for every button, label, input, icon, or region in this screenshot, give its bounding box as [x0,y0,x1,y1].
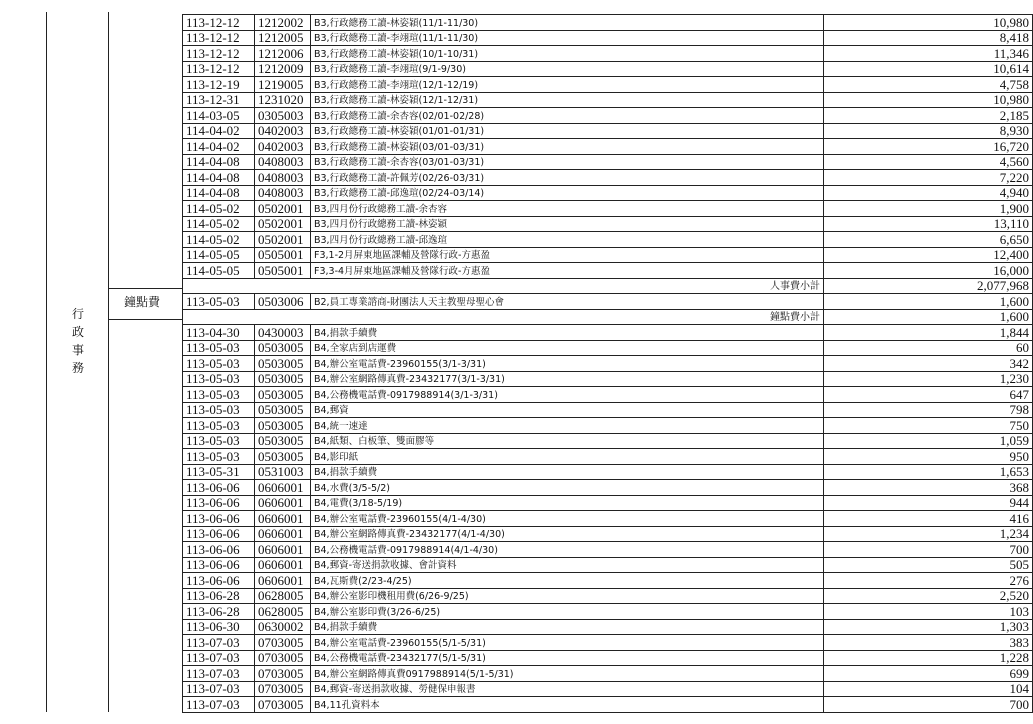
date-cell: 113-07-03 [183,635,255,651]
table-row [183,108,1033,124]
date-cell: 113-12-12 [183,46,255,62]
amount-cell: 103 [824,604,1033,620]
voucher-code-cell: 0606001 [255,480,311,496]
table-row [183,216,1033,232]
voucher-code-cell: 0505001 [255,247,311,263]
description-cell: B4,郵資-寄送捐款收據、勞健保申報書 [311,681,824,697]
table-row [183,542,1033,558]
voucher-code-cell: 0606001 [255,557,311,573]
voucher-code-cell: 0503005 [255,433,311,449]
amount-cell: 2,520 [824,588,1033,604]
voucher-code-cell: 1219005 [255,77,311,93]
description-cell: F3,1-2月屏東地區課輔及營隊行政-方惠盈 [311,247,824,263]
voucher-code-cell: 0503005 [255,449,311,465]
voucher-code-cell: 0628005 [255,604,311,620]
date-cell: 113-05-31 [183,464,255,480]
date-cell: 113-06-06 [183,480,255,496]
table-row [183,61,1033,77]
date-cell: 113-12-12 [183,30,255,46]
voucher-code-cell: 0503005 [255,402,311,418]
amount-cell: 368 [824,480,1033,496]
voucher-code-cell: 0503005 [255,340,311,356]
description-cell: B3,行政總務工讀-林姿穎(12/1-12/31) [311,92,824,108]
voucher-code-cell: 0606001 [255,495,311,511]
table-row [183,433,1033,449]
voucher-code-cell: 0430003 [255,325,311,341]
voucher-code-cell: 0703005 [255,697,311,713]
table-row [183,464,1033,480]
description-cell: B4,捐款手續費 [311,464,824,480]
table-row [183,232,1033,248]
subcategory-label: 鐘點費 [124,295,161,309]
date-cell: 113-04-30 [183,325,255,341]
subcategory-top-border [108,288,182,289]
description-cell: B4,全家店到店運費 [311,340,824,356]
description-cell: F3,3-4月屏東地區課輔及營隊行政-方惠盈 [311,263,824,279]
amount-cell: 950 [824,449,1033,465]
description-cell: B3,行政總務工讀-林姿穎(03/01-03/31) [311,139,824,155]
table-row [183,139,1033,155]
description-cell: B4,辦公室電話費-23960155(5/1-5/31) [311,635,824,651]
voucher-code-cell: 0408003 [255,170,311,186]
voucher-code-cell: 0503006 [255,294,311,310]
voucher-code-cell: 0628005 [255,588,311,604]
date-cell: 113-06-28 [183,604,255,620]
amount-cell: 383 [824,635,1033,651]
category-char: 事 [71,343,84,357]
voucher-code-cell: 1231020 [255,92,311,108]
amount-cell: 1,653 [824,464,1033,480]
voucher-code-cell: 0703005 [255,681,311,697]
amount-cell: 505 [824,557,1033,573]
date-cell: 113-05-03 [183,340,255,356]
date-cell: 113-06-06 [183,557,255,573]
date-cell: 113-05-03 [183,371,255,387]
table-row [183,154,1033,170]
voucher-code-cell: 1212002 [255,15,311,31]
table-row [183,573,1033,589]
voucher-code-cell: 0505001 [255,263,311,279]
voucher-code-cell: 0502001 [255,232,311,248]
personnel-subtotal-row [183,278,1033,294]
description-cell: B4,辦公室影印機租用費(6/26-9/25) [311,588,824,604]
voucher-code-cell: 0606001 [255,542,311,558]
category-char: 行 [71,307,84,321]
category-char: 政 [71,325,84,339]
voucher-code-cell: 1212009 [255,61,311,77]
amount-cell: 11,346 [824,46,1033,62]
amount-cell: 416 [824,511,1033,527]
amount-cell: 4,560 [824,154,1033,170]
ledger-body [183,15,1033,713]
voucher-code-cell: 0606001 [255,511,311,527]
voucher-code-cell: 0703005 [255,635,311,651]
table-row [183,619,1033,635]
amount-cell: 10,980 [824,92,1033,108]
amount-cell: 8,930 [824,123,1033,139]
description-cell: B4,水費(3/5-5/2) [311,480,824,496]
table-row [183,681,1033,697]
description-cell: B4,辦公室電話費-23960155(4/1-4/30) [311,511,824,527]
date-cell: 113-06-30 [183,619,255,635]
date-cell: 113-06-06 [183,495,255,511]
description-cell: B3,行政總務工讀-李翊瑄(11/1-11/30) [311,30,824,46]
date-cell: 113-05-03 [183,387,255,403]
subtotal-amount: 1,600 [824,309,1033,325]
date-cell: 113-12-19 [183,77,255,93]
description-cell: B4,瓦斯費(2/23-4/25) [311,573,824,589]
date-cell: 113-06-06 [183,511,255,527]
description-cell: B4,11孔資料本 [311,697,824,713]
voucher-code-cell: 0630002 [255,619,311,635]
description-cell: B4,公務機電話費-0917988914(4/1-4/30) [311,542,824,558]
description-cell: B3,行政總務工讀-李翊瑄(9/1-9/30) [311,61,824,77]
description-cell: B3,四月份行政總務工讀-余杏容 [311,201,824,217]
voucher-code-cell: 1212005 [255,30,311,46]
voucher-code-cell: 0703005 [255,666,311,682]
description-cell: B3,行政總務工讀-許佩芳(02/26-03/31) [311,170,824,186]
date-cell: 113-06-28 [183,588,255,604]
subtotal-amount: 2,077,968 [824,278,1033,294]
table-row [183,371,1033,387]
table-row [183,697,1033,713]
date-cell: 113-05-03 [183,402,255,418]
amount-cell: 1,303 [824,619,1033,635]
description-cell: B4,捐款手續費 [311,325,824,341]
table-row [183,247,1033,263]
description-cell: B3,行政總務工讀-余杏容(02/01-02/28) [311,108,824,124]
date-cell: 114-04-08 [183,170,255,186]
date-cell: 113-12-12 [183,15,255,31]
voucher-code-cell: 0502001 [255,201,311,217]
date-cell: 114-04-08 [183,154,255,170]
amount-cell: 2,185 [824,108,1033,124]
description-cell: B4,捐款手續費 [311,619,824,635]
voucher-code-cell: 0503005 [255,356,311,372]
date-cell: 114-04-02 [183,139,255,155]
voucher-code-cell: 0606001 [255,573,311,589]
table-row [183,557,1033,573]
amount-cell: 1,600 [824,294,1033,310]
description-cell: B3,行政總務工讀-邱逸瑄(02/24-03/14) [311,185,824,201]
table-row [183,511,1033,527]
table-row [183,402,1033,418]
voucher-code-cell: 0503005 [255,418,311,434]
amount-cell: 16,000 [824,263,1033,279]
amount-cell: 6,650 [824,232,1033,248]
table-row [183,418,1033,434]
amount-cell: 1,844 [824,325,1033,341]
table-row [183,15,1033,31]
voucher-code-cell: 0531003 [255,464,311,480]
hourly-subtotal-row [183,309,1033,325]
subtotal-label: 人事費小計 [183,278,824,294]
date-cell: 114-05-05 [183,263,255,279]
table-row [183,92,1033,108]
description-cell: B4,郵資 [311,402,824,418]
table-row [183,201,1033,217]
outer-left-border [46,12,47,712]
category-label [71,306,85,378]
amount-cell: 8,418 [824,30,1033,46]
amount-cell: 699 [824,666,1033,682]
table-row [183,77,1033,93]
amount-cell: 13,110 [824,216,1033,232]
table-row [183,263,1033,279]
description-cell: B3,四月份行政總務工讀-林姿穎 [311,216,824,232]
description-cell: B3,行政總務工讀-林姿穎(11/1-11/30) [311,15,824,31]
amount-cell: 1,228 [824,650,1033,666]
amount-cell: 1,230 [824,371,1033,387]
date-cell: 113-05-03 [183,294,255,310]
amount-cell: 10,980 [824,15,1033,31]
amount-cell: 1,059 [824,433,1033,449]
description-cell: B4,影印紙 [311,449,824,465]
voucher-code-cell: 0408003 [255,154,311,170]
table-row [183,635,1033,651]
description-cell: B3,行政總務工讀-林姿穎(10/1-10/31) [311,46,824,62]
table-row [183,170,1033,186]
description-cell: B4,公務機電話費-0917988914(3/1-3/31) [311,387,824,403]
voucher-code-cell: 0402003 [255,123,311,139]
table-row [183,387,1033,403]
table-row [183,449,1033,465]
description-cell: B4,辦公室電話費-23960155(3/1-3/31) [311,356,824,372]
date-cell: 113-07-03 [183,697,255,713]
table-row [183,46,1033,62]
table-row [183,666,1033,682]
voucher-code-cell: 0503005 [255,371,311,387]
voucher-code-cell: 0502001 [255,216,311,232]
voucher-code-cell: 0408003 [255,185,311,201]
description-cell: B4,紙類、白板筆、雙面膠等 [311,433,824,449]
date-cell: 114-03-05 [183,108,255,124]
amount-cell: 798 [824,402,1033,418]
description-cell: B4,辦公室網路傳真費-23432177(3/1-3/31) [311,371,824,387]
date-cell: 113-12-12 [183,61,255,77]
description-cell: B4,辦公室網路傳真費0917988914(5/1-5/31) [311,666,824,682]
category-column-border [108,12,109,712]
description-cell: B3,四月份行政總務工讀-邱逸瑄 [311,232,824,248]
date-cell: 113-06-06 [183,542,255,558]
amount-cell: 647 [824,387,1033,403]
description-cell: B4,郵資-寄送捐款收據、會計資料 [311,557,824,573]
table-row [183,185,1033,201]
category-char: 務 [71,361,84,375]
amount-cell: 60 [824,340,1033,356]
amount-cell: 750 [824,418,1033,434]
date-cell: 113-07-03 [183,650,255,666]
voucher-code-cell: 0703005 [255,650,311,666]
amount-cell: 4,940 [824,185,1033,201]
table-row [183,325,1033,341]
description-cell: B4,辦公室網路傳真費-23432177(4/1-4/30) [311,526,824,542]
table-row [183,30,1033,46]
voucher-code-cell: 0503005 [255,387,311,403]
description-cell: B3,行政總務工讀-李翊瑄(12/1-12/19) [311,77,824,93]
voucher-code-cell: 0402003 [255,139,311,155]
description-cell: B4,電費(3/18-5/19) [311,495,824,511]
description-cell: B4,辦公室影印費(3/26-6/25) [311,604,824,620]
description-cell: B2,員工專業諮商-財團法人天主教聖母聖心會 [311,294,824,310]
subcategory-bottom-border [108,319,182,320]
amount-cell: 700 [824,542,1033,558]
amount-cell: 7,220 [824,170,1033,186]
date-cell: 113-05-03 [183,418,255,434]
voucher-code-cell: 0606001 [255,526,311,542]
date-cell: 113-06-06 [183,526,255,542]
date-cell: 114-04-02 [183,123,255,139]
description-cell: B4,統一速達 [311,418,824,434]
amount-cell: 1,234 [824,526,1033,542]
date-cell: 114-05-02 [183,201,255,217]
date-cell: 113-07-03 [183,681,255,697]
amount-cell: 12,400 [824,247,1033,263]
date-cell: 113-06-06 [183,573,255,589]
amount-cell: 16,720 [824,139,1033,155]
voucher-code-cell: 1212006 [255,46,311,62]
subtotal-label: 鐘點費小計 [183,309,824,325]
date-cell: 114-05-05 [183,247,255,263]
table-row [183,526,1033,542]
description-cell: B3,行政總務工讀-余杏容(03/01-03/31) [311,154,824,170]
amount-cell: 276 [824,573,1033,589]
voucher-code-cell: 0305003 [255,108,311,124]
date-cell: 114-05-02 [183,216,255,232]
date-cell: 113-07-03 [183,666,255,682]
date-cell: 114-05-02 [183,232,255,248]
table-row [183,495,1033,511]
table-row [183,588,1033,604]
amount-cell: 944 [824,495,1033,511]
description-cell: B3,行政總務工讀-林姿穎(01/01-01/31) [311,123,824,139]
amount-cell: 342 [824,356,1033,372]
date-cell: 113-05-03 [183,356,255,372]
table-row [183,480,1033,496]
table-row [183,123,1033,139]
amount-cell: 104 [824,681,1033,697]
table-row [183,356,1033,372]
date-cell: 113-12-31 [183,92,255,108]
amount-cell: 10,614 [824,61,1033,77]
category-text [71,306,85,376]
amount-cell: 1,900 [824,201,1033,217]
table-row [183,650,1033,666]
table-row [183,340,1033,356]
date-cell: 114-04-08 [183,185,255,201]
date-cell: 113-05-03 [183,433,255,449]
description-cell: B4,公務機電話費-23432177(5/1-5/31) [311,650,824,666]
date-cell: 113-05-03 [183,449,255,465]
ledger-table [182,14,1033,713]
amount-cell: 4,758 [824,77,1033,93]
table-row [183,604,1033,620]
amount-cell: 700 [824,697,1033,713]
table-row [183,294,1033,310]
